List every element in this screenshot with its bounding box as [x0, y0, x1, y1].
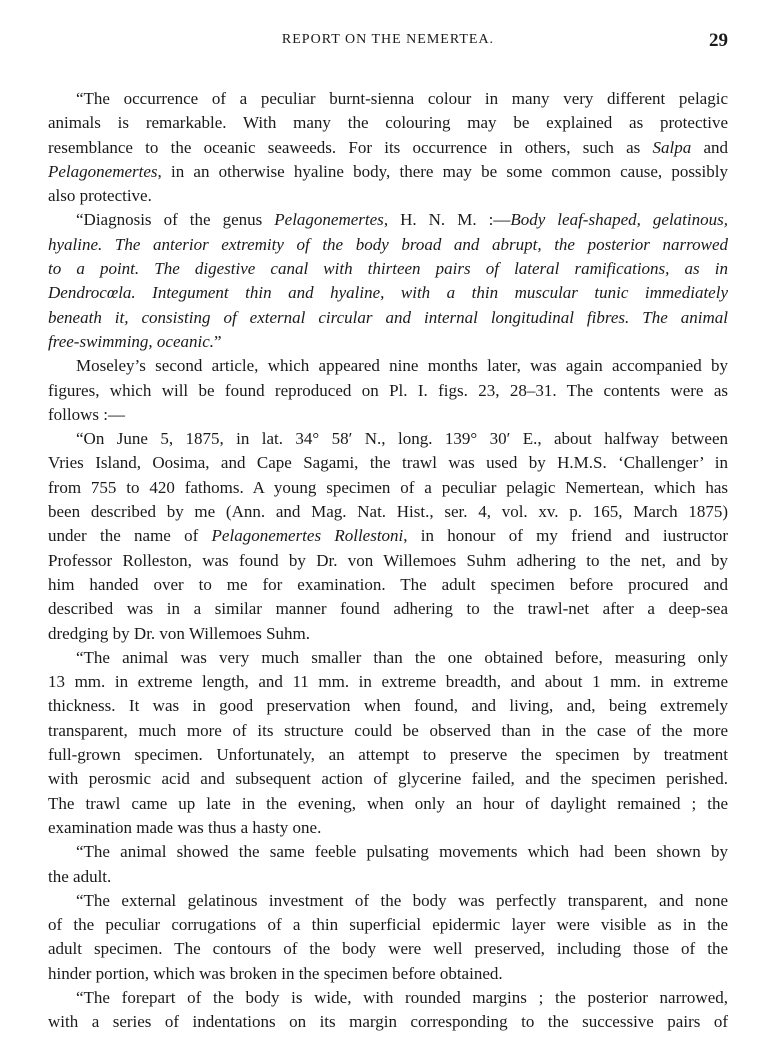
text: been described by me (Ann. and Mag. Nat. Hist., ser. 4, vol. xv. p. 165, March 1875): [48, 502, 728, 522]
text: The trawl came up late in the evening, when only an hour of daylight remained ; the: [48, 793, 728, 813]
text-line: [48, 597, 728, 621]
text-line: [48, 962, 728, 986]
paragraph: [48, 646, 728, 840]
text: of the peculiar corrugations of a thin superficial epidermic layer were visible as in the: [48, 915, 728, 935]
text-line: [48, 379, 728, 403]
text-line: [48, 622, 728, 646]
text: full-grown specimen. Unfortunately, an attempt to preserve the specimen by treatment: [48, 745, 728, 765]
text-line: [48, 306, 728, 330]
text: and: [691, 137, 728, 157]
text: transparent, much more of its structure could be observed than in the case of the more: [48, 720, 728, 740]
text: “Diagnosis of the genus: [76, 210, 275, 230]
text-line: [48, 160, 728, 184]
text: , H. N. M. :—: [383, 210, 511, 230]
text-line: [48, 233, 728, 257]
text-line: [48, 767, 728, 791]
running-title: REPORT ON THE NEMERTEA.: [281, 32, 495, 47]
text-line: [48, 524, 728, 548]
text-line: [48, 111, 728, 135]
italic-text: to a point. The digestive canal with thirteen pairs of lateral ramifications, as in: [48, 259, 728, 279]
paragraph: [48, 840, 728, 889]
text: him handed over to me for examination. The adult specimen before procured and: [48, 574, 728, 594]
text-line: [48, 476, 728, 500]
text: Moseley’s second article, which appeared nine months later, was again accompanied by: [76, 356, 728, 376]
text: animals is remarkable. With many the colouring may be explained as protective: [48, 113, 728, 133]
text-line: [48, 913, 728, 937]
text: adult specimen. The contours of the body were well preserved, including those of the: [48, 939, 728, 959]
text-line: [48, 257, 728, 281]
text-line: [48, 500, 728, 524]
text: from 755 to 420 fathoms. A young specimen of a peculiar pelagic Nemertean, which has: [48, 477, 728, 497]
italic-text: Dendrocœla. Integument thin and hyaline, with a thin muscular tunic immediately: [48, 283, 728, 303]
text-line: [48, 937, 728, 961]
text-line: [48, 184, 728, 208]
paragraph: [48, 427, 728, 646]
text: the adult.: [48, 866, 112, 886]
text: described was in a similar manner found adhering to the trawl-net after a deep-sea: [48, 599, 728, 619]
text: with a series of indentations on its margin corresponding to the successive pairs of: [48, 1012, 728, 1032]
text-line: [48, 840, 728, 864]
text: ”: [214, 331, 222, 351]
text: follows :—: [48, 404, 125, 424]
text: “The external gelatinous investment of the body was perfectly transparent, and none: [76, 890, 728, 910]
text-line: [48, 719, 728, 743]
paragraph: [48, 87, 728, 208]
text: 13 mm. in extreme length, and 11 mm. in extreme breadth, and about 1 mm. in extreme: [48, 672, 728, 692]
text-line: [48, 1010, 728, 1034]
text-line: [48, 549, 728, 573]
italic-text: beneath it, consisting of external circular and internal longitudinal fibres. The animal: [48, 307, 728, 327]
text: thickness. It was in good preservation when found, and living, and, being extremely: [48, 696, 728, 716]
text-line: [48, 816, 728, 840]
italic-text: Pelagonemertes Rollestoni: [211, 526, 404, 546]
text-line: [48, 573, 728, 597]
running-header: [48, 30, 728, 52]
italic-text: Salpa: [652, 137, 692, 157]
page-number: 29: [709, 30, 728, 51]
page-body: [48, 87, 728, 1035]
italic-text: Body leaf-shaped, gelatinous,: [510, 210, 728, 230]
text-line: [48, 87, 728, 111]
text: hinder portion, which was broken in the specimen before obtained.: [48, 963, 503, 983]
text: , in honour of my friend and iustructor: [403, 526, 728, 546]
text-line: [48, 451, 728, 475]
text: under the name of: [48, 526, 212, 546]
text: dredging by Dr. von Willemoes Suhm.: [48, 623, 311, 643]
text-line: [48, 670, 728, 694]
text-line: [48, 743, 728, 767]
text-line: [48, 281, 728, 305]
text: Professor Rolleston, was found by Dr. von Willemoes Suhm adhering to the net, and by: [48, 550, 728, 570]
text-line: [48, 427, 728, 451]
text-line: [48, 136, 728, 160]
text: Vries Island, Oosima, and Cape Sagami, the trawl was used by H.M.S. ‘Challenger’ in: [48, 453, 728, 473]
italic-text: Pelagonemertes: [274, 210, 384, 230]
paragraph: [48, 354, 728, 427]
paragraph: [48, 208, 728, 354]
text-line: [48, 330, 728, 354]
text: , in an otherwise hyaline body, there may be some common cause, possibly: [157, 161, 728, 181]
text: “The animal showed the same feeble pulsating movements which had been shown by: [76, 842, 728, 862]
text: also protective.: [48, 186, 152, 206]
text: “The forepart of the body is wide, with rounded margins ; the posterior narrowed,: [76, 987, 728, 1007]
paragraph: [48, 889, 728, 986]
text-line: [48, 208, 728, 232]
paragraph: [48, 986, 728, 1035]
text-line: [48, 792, 728, 816]
text-line: [48, 403, 728, 427]
italic-text: hyaline. The anterior extremity of the body broad and abrupt, the posterior narrowed: [48, 234, 728, 254]
text: resemblance to the oceanic seaweeds. For its occurrence in others, such as: [48, 137, 653, 157]
text: examination made was thus a hasty one.: [48, 817, 322, 837]
text: “The animal was very much smaller than the one obtained before, measuring only: [76, 647, 728, 667]
text-line: [48, 986, 728, 1010]
italic-text: Pelagonemertes: [48, 161, 158, 181]
text: with perosmic acid and subsequent action of glycerine failed, and the specimen perished.: [48, 769, 728, 789]
text: “On June 5, 1875, in lat. 34° 58′ N., long. 139° 30′ E., about halfway between: [76, 429, 728, 449]
text-line: [48, 694, 728, 718]
italic-text: free-swimming, oceanic.: [48, 331, 215, 351]
text-line: [48, 646, 728, 670]
text: figures, which will be found reproduced on Pl. I. figs. 23, 28–31. The contents were as: [48, 380, 728, 400]
text-line: [48, 354, 728, 378]
text: “The occurrence of a peculiar burnt-sienna colour in many very different pelagic: [76, 89, 728, 108]
text-line: [48, 865, 728, 889]
text-line: [48, 889, 728, 913]
